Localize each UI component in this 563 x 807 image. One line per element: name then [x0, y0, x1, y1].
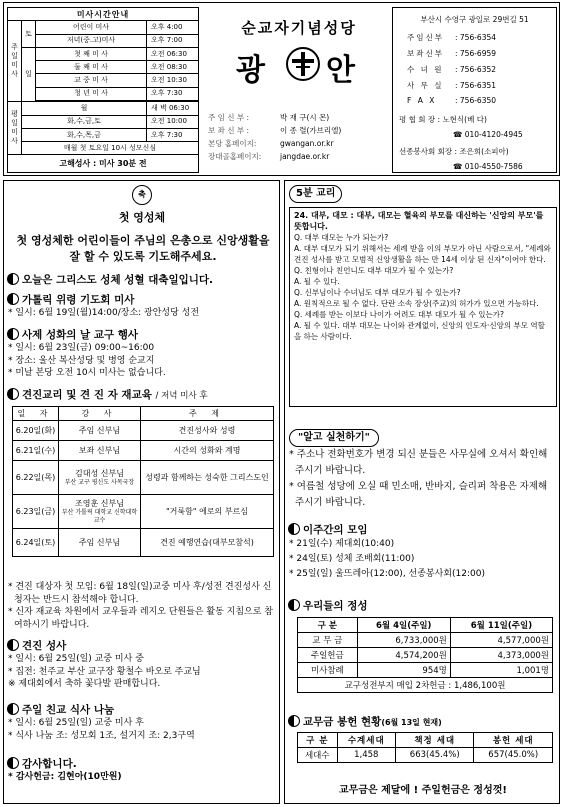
column-header: 구 분 [298, 733, 338, 748]
youth-site-label: 장대골홈페이지: [208, 152, 262, 161]
confirmation-notes [8, 581, 276, 631]
list-item: ※ 제대회에서 축하 꽃다발 판매합니다. [8, 679, 161, 689]
bullet-icon [8, 329, 18, 339]
bullet-icon [8, 758, 18, 768]
catechism-tag: 5분 교리 [289, 185, 342, 203]
mass-name: 저녁(중.고)미사 [36, 34, 147, 47]
column-header: 일 자 [13, 407, 59, 421]
right-column [284, 180, 560, 804]
section-priest-day [8, 328, 276, 380]
section-confirmation [8, 639, 276, 691]
bullet-icon [8, 389, 18, 399]
section-thanks [8, 757, 276, 784]
bullet-icon [8, 294, 18, 304]
list-item: * 25일(일) 울뜨레아(12:00), 선종봉사회(12:00) [289, 569, 485, 579]
section-subheading: (6월 13일 현재) [381, 718, 442, 727]
mass-name: 청 년 미 사 [36, 87, 147, 100]
section-heading: 사제 성화의 날 교구 행사 [22, 329, 139, 341]
bullet-icon [8, 704, 18, 714]
tithe-table [297, 732, 553, 763]
table-row: 세대수 1,458 663(45.4%) 657(45.0%) [298, 748, 553, 763]
catechism-line: A. 될 수 있다. [294, 277, 340, 286]
section-heading: 견진 성사 [22, 640, 67, 652]
column-header: 6월 11일(주일) [450, 618, 552, 633]
list-item: * 21일(수) 제대회(10:40) [289, 539, 395, 549]
contact-box [392, 7, 557, 173]
cross-emblem-icon [286, 47, 320, 81]
pastor-name: 박 재 구(시 몬) [280, 113, 330, 122]
catechism-line: A. 대부 대모가 되기 위해서는 세례 받을 이의 부모가 아닌 사람으로서, "세례와 견진 성사를 받고 모범적 신앙생활을 하는 만 14세 이상 된 신자"이어야 한다. [294, 244, 551, 264]
bullet-icon [289, 716, 299, 726]
contact-line: F A X : 756-6350 [407, 96, 497, 105]
first-communion-title: 첫 영성체 [118, 211, 166, 224]
mass-time: 오전 08:30 [147, 61, 199, 74]
section-heading: 오늘은 그리스도 성체 성혈 대축일입니다. [22, 274, 214, 286]
bullet-icon [8, 274, 18, 284]
catechism-line: A. 원칙적으로 될 수 없다. 단란 소속 장상(주교)의 허가가 있으면 가능하다. [294, 299, 539, 308]
mass-time: 오전 10:00 [147, 115, 199, 128]
mass-time: 새 벽 06:30 [147, 102, 199, 115]
first-saturday-note: 매월 첫 토요일 10시 성모신심 [22, 142, 199, 155]
list-item: * 24일(토) 성체 조배회(11:00) [289, 554, 415, 564]
mass-schedule-table [7, 7, 199, 173]
section-heading: 주일 친교 식사 나눔 [22, 704, 115, 716]
education-schedule-table [12, 406, 274, 557]
section-offering [289, 599, 557, 613]
youth-site-link[interactable]: jangdae.or.kr [280, 152, 330, 161]
bullet-icon [289, 524, 299, 534]
church-subtitle: 순교자기념성당 [241, 19, 357, 37]
notice-list [289, 447, 557, 511]
mass-schedule-title: 미사시간안내 [8, 8, 199, 21]
mass-name: 화,수,금,토 [22, 115, 147, 128]
section-confirmation-class [8, 388, 276, 403]
list-item: * 주소나 전화번호가 변경 되신 분들은 사무실에 오셔서 확인해 주시기 바랍니다. [289, 449, 548, 476]
council-president: 평 협 회 장 : 노현식(베 다) [399, 115, 487, 124]
contact-line: 보좌신부 : 756-6959 [407, 49, 497, 58]
offering-table [297, 617, 553, 693]
list-item: * 신자 재교육 차원에서 교우들과 레지오 단원들은 활동 지침으로 참여하시기 바랍니다. [8, 607, 273, 630]
sunday-mass-label: 주일미사 [8, 21, 22, 102]
section-heading: 견진교리 및 견 진 자 재교육 [22, 389, 152, 401]
column-header: 수계세대 [337, 733, 395, 748]
contact-line: 수 녀 원 : 756-6352 [407, 65, 497, 74]
list-item: * 여름철 성당에 오실 때 민소매, 반바지, 슬리퍼 착용은 자제해 주시기 바랍니다. [289, 481, 548, 508]
catechism-title: 24. 대부, 대모 : 대부, 대모는 혈육의 부모를 대신하는 '신앙의 부모'를 뜻합니다. [294, 211, 544, 231]
mass-name: 둘 째 미 사 [36, 61, 147, 74]
special-collection-note: 교구성전부지 매입 2차헌금 : 1,486,100원 [298, 678, 553, 693]
section-feast [8, 273, 276, 287]
column-header: 6월 4일(주일) [357, 618, 450, 633]
assistant-label: 보 좌 신 부 : [208, 126, 250, 135]
mass-time: 오후 7:30 [147, 87, 199, 100]
mission-president: 선종봉사회 회장 : 조은희(소피아) [399, 147, 509, 156]
section-subheading: / 저녁 미사 후 [155, 391, 208, 401]
table-row: 6.23일(금) 조영훈 신부님 부산 가톨릭 대학교 신학대학 교수 "거룩함" 에로의 부르심 [13, 495, 274, 529]
catechism-line: A. 될 수 있다. 대부 대모는 나이와 관계없이, 신앙의 인도자·신앙의 부모 역할을 하는 사람이다. [294, 321, 545, 341]
section-tithe-status [289, 715, 557, 730]
list-item: * 견진 대상자 첫 모임: 6월 18일(일)교중 미사 후/성전 견진성사 신청자는 반드시 참석해야 합니다. [8, 582, 272, 605]
column-header: 강 사 [59, 407, 141, 421]
list-item: * 일시: 6월 19일(월)14:00/장소: 광안성당 성전 [8, 308, 200, 318]
list-item: * 미날 본당 오전 10시 미사는 없습니다. [8, 368, 166, 378]
homepage-label: 본당 홈페이지: [208, 139, 257, 148]
council-phone: ☎ 010-4120-4945 [453, 130, 523, 139]
mass-time: 오후 7:30 [147, 128, 199, 141]
mass-time: 오전 10:30 [147, 74, 199, 87]
catechism-line: Q. 친형이나 친언니도 대부 대모가 될 수 있는가? [294, 266, 454, 275]
section-heading: 가톨릭 위령 기도회 미사 [22, 294, 135, 306]
title-char-left: 광 [236, 53, 265, 88]
column-header: 책정 세대 [395, 733, 473, 748]
list-item: * 식사 나눔 조: 성모회 1조, 설거지 조: 2,3구역 [8, 730, 195, 741]
list-item: * 감사헌금: 김현아(10만원) [8, 772, 122, 782]
mission-phone: ☎ 010-4550-7586 [453, 162, 523, 171]
bulletin-header [3, 2, 560, 176]
catechism-line: Q. 세례를 받는 이보다 나이가 어려도 대부 대모가 될 수 있는가? [294, 310, 504, 319]
catechism-box [289, 207, 557, 407]
bullet-icon [289, 600, 299, 610]
column-header: 주 제 [141, 407, 274, 421]
mass-time: 오후 4:00 [147, 21, 199, 34]
list-item: * 일시: 6월 25일(일) 교중 미사 중 [8, 654, 144, 664]
section-memorial-mass [8, 293, 276, 320]
table-row: 6.24일(토) 주임 신부님 견진 예행연습(대부모참석) [13, 529, 274, 557]
contact-line: 사 무 실 : 756-6351 [407, 81, 497, 90]
mass-name: 교 중 미 사 [36, 74, 147, 87]
left-column [3, 180, 280, 804]
mass-time: 오후 7:00 [147, 34, 199, 47]
list-item: * 일시: 6월 25일(일) 교중 미사 후 [8, 718, 144, 728]
know-and-practice-tag: "알고 실천하기" [289, 429, 379, 447]
table-row: 교 무 금 6,733,000원 4,577,000원 [298, 633, 553, 648]
mass-name: 월 [22, 102, 147, 115]
section-weekly-meetings [289, 523, 557, 582]
column-header: 봉헌 세대 [474, 733, 553, 748]
table-row: 6.21일(수) 보좌 신부님 시간의 성화와 계명 [13, 441, 274, 461]
catechism-line: Q. 대부 대모는 누가 되는가? [294, 233, 389, 242]
church-address: 부산시 수영구 광일로 29번길 51 [420, 15, 529, 24]
table-row: 6.22일(목) 김대성 신부님 부산 교구 평신도 사목국장 성령과 함께하는 성숙한 그리스도인 [13, 461, 274, 495]
table-row: 미사참례 954명 1,001명 [298, 663, 553, 678]
list-item: * 일시: 6월 23일(금) 09:00~16:00 [8, 343, 155, 353]
section-heading: 교무금 봉헌 현황 [303, 716, 382, 728]
list-item: * 장소: 울산 복산성당 및 병영 순교지 [8, 355, 155, 366]
assistant-name: 이 종 렬(가브리엘) [280, 126, 342, 135]
celebrate-badge-icon: 축 [132, 185, 152, 205]
sunday-label: 일 [22, 47, 36, 101]
column-header: 구 분 [298, 618, 358, 633]
mass-name: 어린이 미사 [36, 21, 147, 34]
mass-name: 화,수,목,금 [22, 128, 147, 141]
table-row: 6.20일(화) 주임 신부님 견진성사와 성령 [13, 421, 274, 441]
bulletin-title [214, 43, 384, 93]
section-heading: 감사합니다. [22, 758, 77, 770]
homepage-link[interactable]: gwangan.or.kr [280, 139, 334, 148]
bullet-icon [8, 640, 18, 650]
section-fellowship-meal [8, 703, 276, 742]
weekday-mass-label: 평일미사 [8, 102, 22, 155]
catechism-line: Q. 신부님이나 수녀님도 대부 대모가 될 수 있는가? [294, 288, 461, 297]
title-char-right: 안 [326, 53, 355, 88]
tithe-footer-slogan: 교무금은 제달에 ! 주일헌금은 정성껏! [339, 785, 507, 796]
section-heading: 이주간의 모임 [303, 524, 368, 536]
confession-note: 고해성사 : 미사 30분 전 [8, 155, 199, 173]
clergy-info [208, 111, 386, 163]
table-row [298, 678, 553, 693]
section-heading: 우리들의 정성 [303, 600, 368, 612]
first-communion-message: 첫 영성체한 어린이들이 주님의 은총으로 신앙생활을 잘 할 수 있도록 기도해주세요. [16, 234, 270, 263]
mass-time: 오전 06:30 [147, 47, 199, 60]
table-row: 주일헌금 4,574,200원 4,373,000원 [298, 648, 553, 663]
pastor-label: 주 임 신 부 : [208, 113, 250, 122]
list-item: * 집전: 천주교 부산 교구장 황철수 바오로 주교님 [8, 666, 201, 677]
mass-name: 첫 째 미 사 [36, 47, 147, 60]
contact-line: 주임신부 : 756-6354 [407, 33, 497, 42]
saturday-label: 토 [22, 21, 36, 48]
